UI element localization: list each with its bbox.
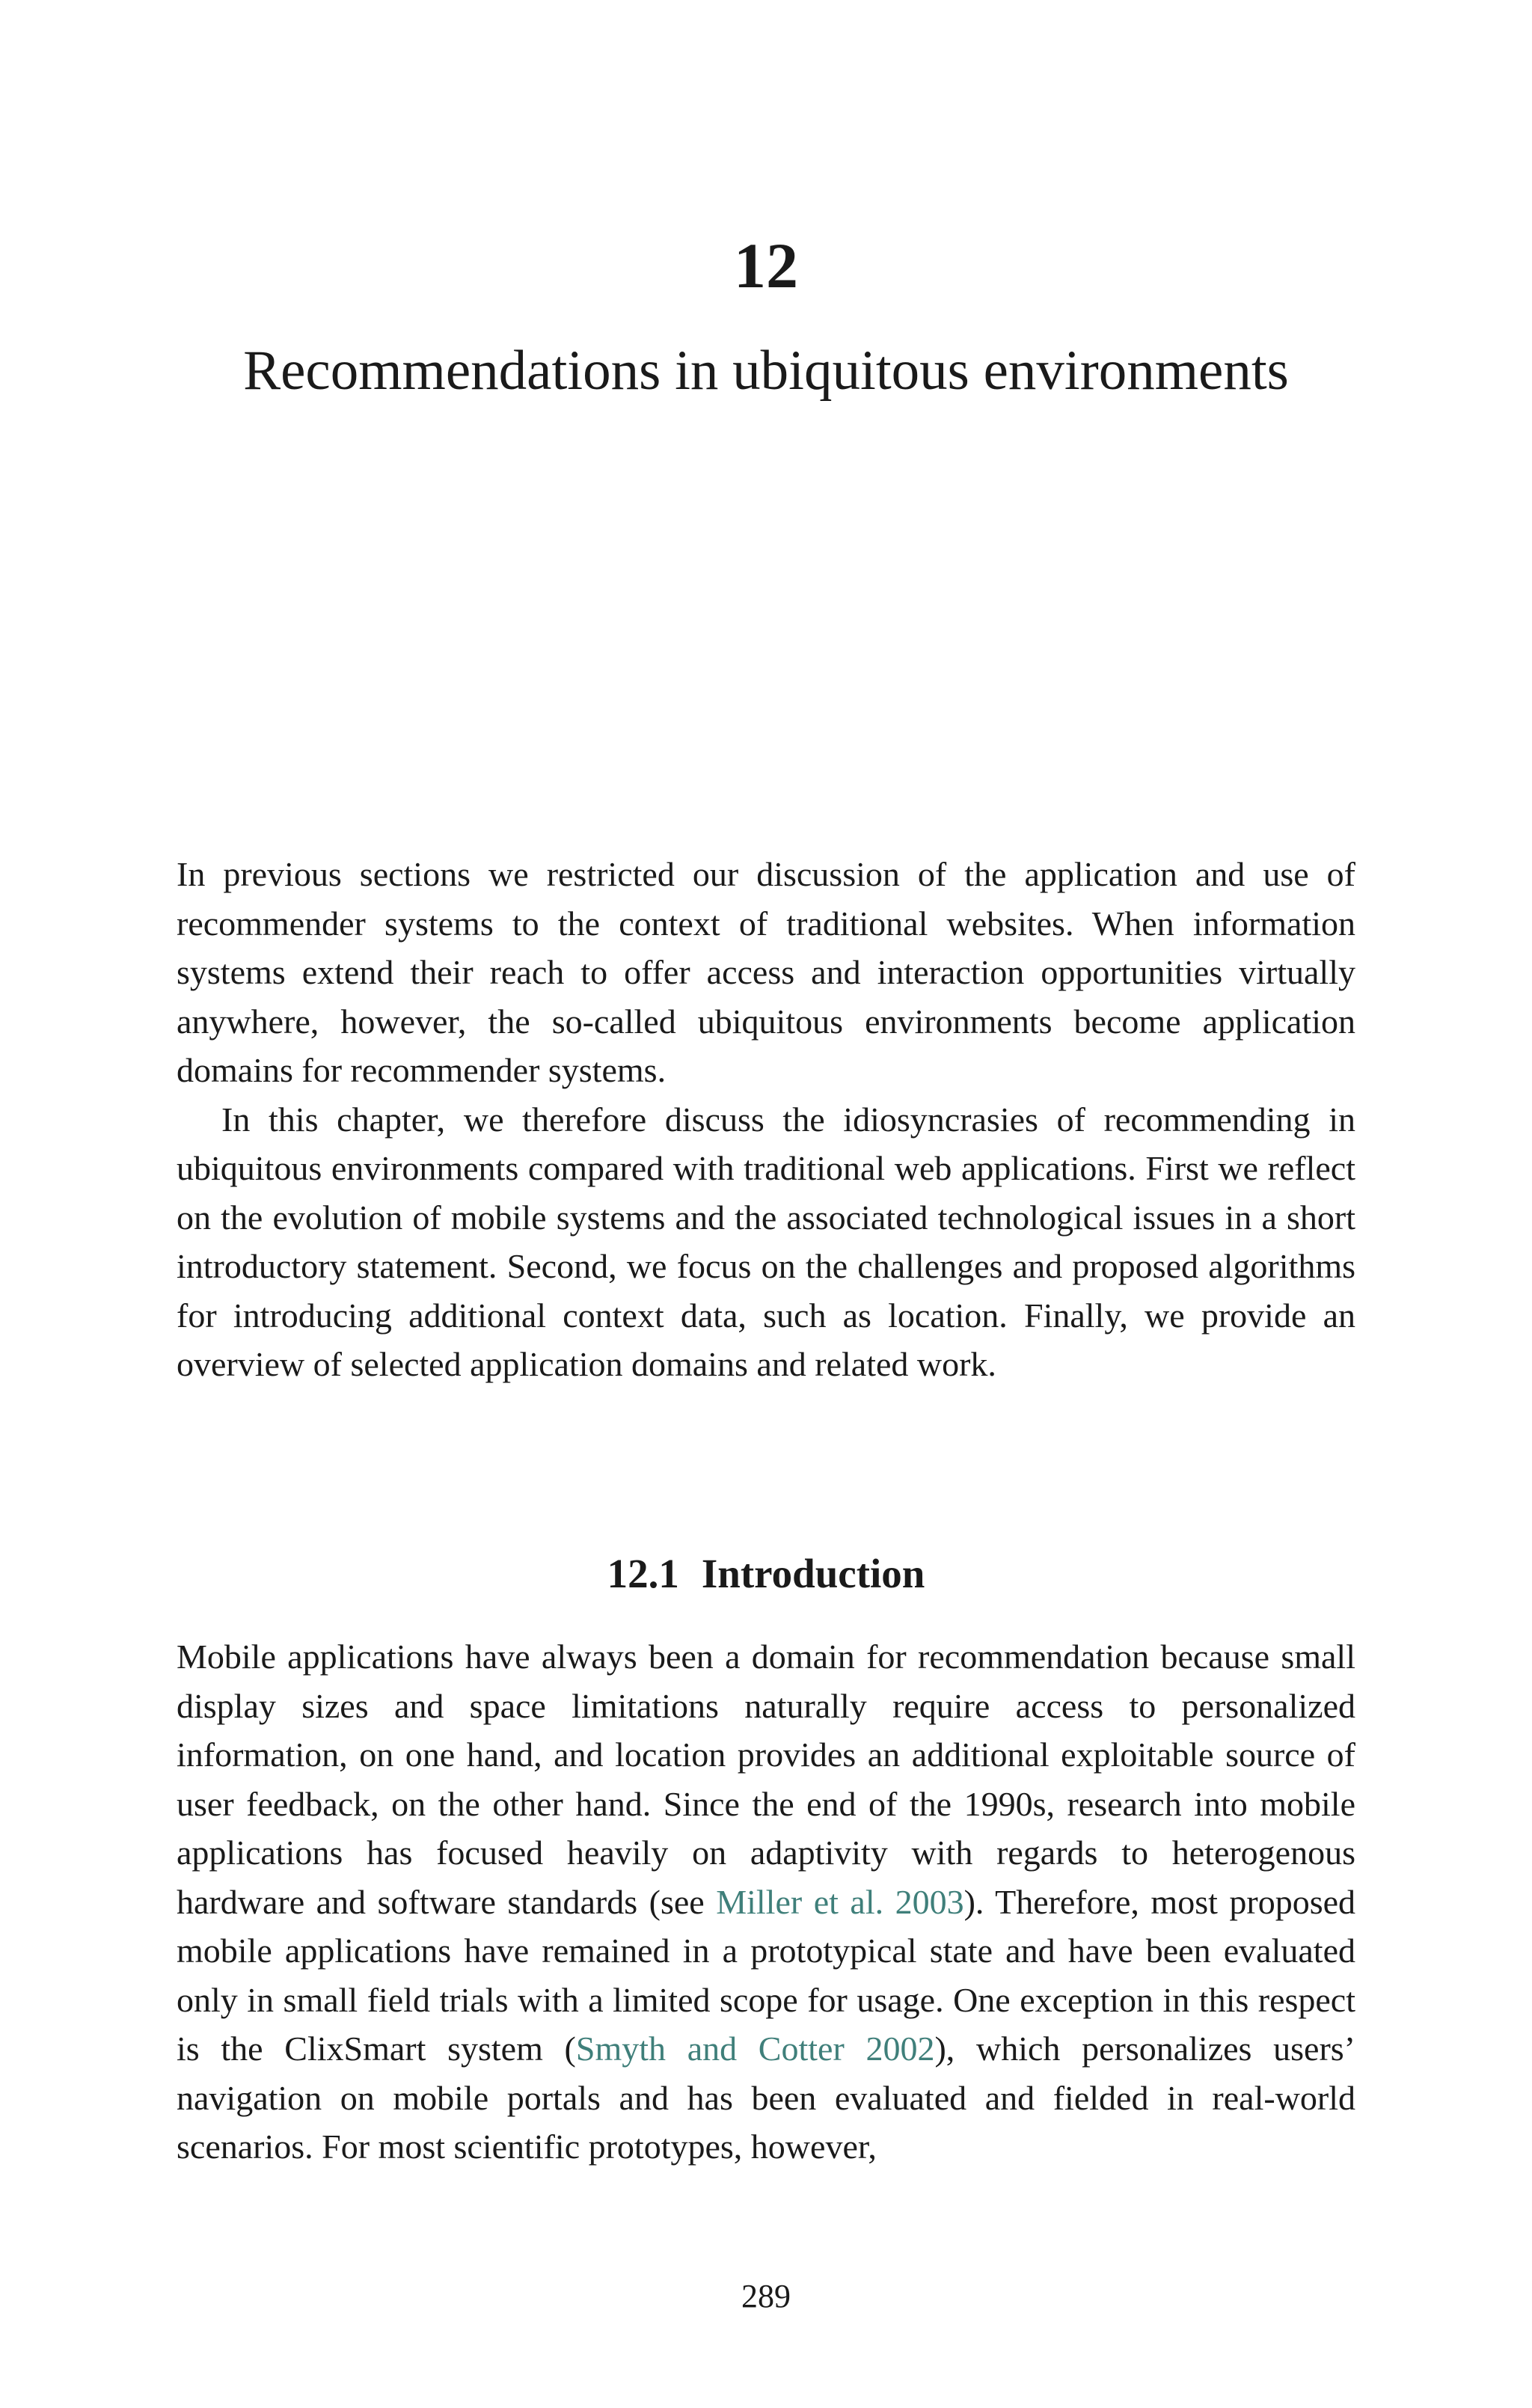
section-number: 12.1	[607, 1551, 679, 1596]
page-number: 289	[741, 2278, 791, 2314]
section-text-part-1: Mobile applications have always been a domain for recommendation because small display sizes and space limitations naturally require access to personalized information, on one hand, and location provides an additional exploitable source of user feedback, on the other hand. Since the end of the 1990s, research into mobile applications has focused heavily on adaptivity with regards to heterogenous hardware and software standards (see	[177, 1637, 1355, 1921]
intro-paragraph-1: In previous sections we restricted our discussion of the application and use of recommender systems to the context of traditional websites. When information systems extend their reach to offer access and interaction opportunities virtually anywhere, however, the so-called ubiquitous environments become application domains for recommender systems.	[177, 855, 1355, 1089]
section-body	[177, 1632, 1355, 2172]
section-text-part-3: ), which personalizes users’ navigation on mobile portals and has been evaluated and fielded in real-world scenarios. For most scientific prototypes, however,	[177, 2029, 1355, 2166]
citation-link-smyth[interactable]: Smyth and Cotter 2002	[575, 2029, 935, 2068]
section-paragraph	[177, 1632, 1355, 2172]
section-text-part-2: ). Therefore, most proposed mobile applications have remained in a prototypical state and have been evaluated only in small field trials with a limited scope for usage. One exception in this respect is the ClixSmart system (	[177, 1882, 1356, 2068]
section-title: Introduction	[701, 1551, 925, 1596]
section-heading	[0, 1553, 1532, 1594]
intro-paragraph-2: In this chapter, we therefore discuss the idiosyncrasies of recommending in ubiquitous environments compared with traditional web applications. First we reflect on the evolution of mobile systems and the associated technological issues in a short introductory statement. Second, we focus on the challenges and proposed algorithms for introducing additional context data, such as location. Finally, we provide an overview of selected application domains and related work.	[177, 1100, 1355, 1383]
chapter-intro	[177, 850, 1355, 1389]
chapter-number: 12	[734, 230, 798, 301]
chapter-title: Recommendations in ubiquitous environments	[243, 340, 1289, 402]
citation-link-miller[interactable]: Miller et al. 2003	[716, 1882, 964, 1921]
